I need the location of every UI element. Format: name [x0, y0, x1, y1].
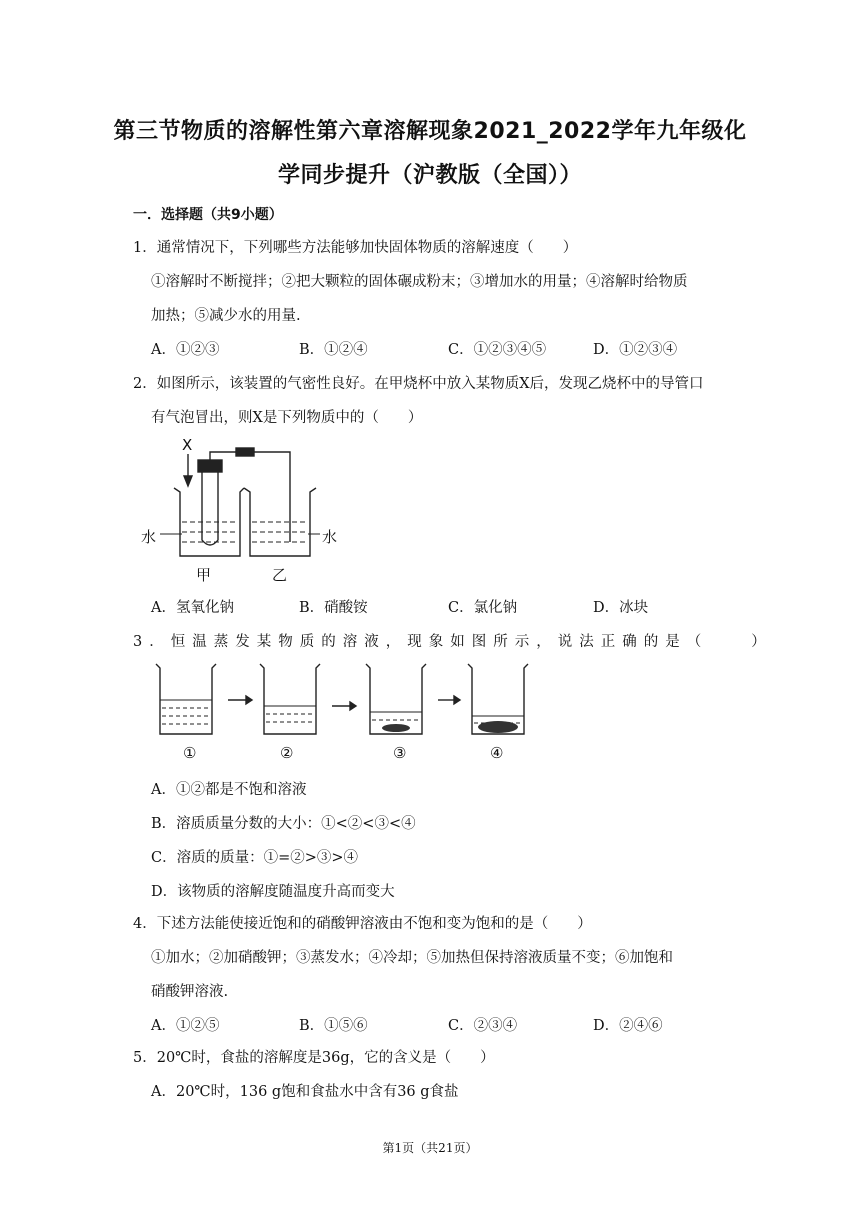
question-4-option-c: C．②③④	[448, 1018, 518, 1034]
question-4-stem-line2: ①加水；②加硝酸钾；③蒸发水；④冷却；⑤加热但保持溶液质量不变；⑥加饱和	[151, 950, 673, 966]
figure-3-label-1: ①	[183, 744, 197, 762]
question-2-option-a: A．氢氧化钠	[151, 600, 234, 616]
question-1-option-a: A．①②③	[151, 342, 220, 358]
question-2-stem-line2: 有气泡冒出，则X是下列物质中的（ ）	[151, 410, 423, 426]
question-3-evaporation-figure	[150, 660, 540, 740]
question-3-option-b: B．溶质质量分数的大小：①<②<③<④	[151, 816, 416, 832]
figure-label-water-left: 水	[141, 528, 157, 546]
figure-3-label-3: ③	[393, 744, 407, 762]
question-2-stem: 2．如图所示，该装置的气密性良好。在甲烧杯中放入某物质X后，发现乙烧杯中的导管口	[133, 376, 704, 392]
page-title-line2: 学同步提升（沪教版（全国））	[277, 163, 582, 188]
question-3-option-c: C．溶质的质量：①=②>③>④	[151, 850, 359, 866]
figure-3-label-4: ④	[490, 744, 504, 762]
question-2-option-d: D．冰块	[593, 600, 649, 616]
question-4-option-d: D．②④⑥	[593, 1018, 663, 1034]
question-4-option-b: B．①⑤⑥	[299, 1018, 368, 1034]
question-2-option-c: C．氯化钠	[448, 600, 518, 616]
figure-label-x: X	[182, 436, 193, 454]
question-1-stem: 1．通常情况下，下列哪些方法能够加快固体物质的溶解速度（ ）	[133, 240, 578, 256]
question-2-apparatus-figure	[140, 430, 360, 590]
figure-label-water-right: 水	[322, 528, 338, 546]
question-5-option-a: A．20℃时，136 g饱和食盐水中含有36 g食盐	[151, 1084, 459, 1100]
question-4-option-a: A．①②⑤	[151, 1018, 220, 1034]
question-3-option-d: D．该物质的溶解度随温度升高而变大	[151, 884, 395, 900]
question-1-stem-line2: ①溶解时不断搅拌；②把大颗粒的固体碾成粉末；③增加水的用量；④溶解时给物质	[151, 274, 688, 290]
question-3-option-a: A．①②都是不饱和溶液	[151, 782, 307, 798]
page-title-line1: 第三节物质的溶解性第六章溶解现象2021_2022学年九年级化	[113, 119, 747, 144]
question-1-option-b: B．①②④	[299, 342, 368, 358]
section-heading: 一．选择题（共9小题）	[133, 207, 283, 223]
question-3-stem: 3．恒温蒸发某物质的溶液，现象如图所示，说法正确的是（ ）	[133, 634, 773, 650]
figure-3-label-2: ②	[280, 744, 294, 762]
question-2-option-b: B．硝酸铵	[299, 600, 368, 616]
figure-label-beaker-a: 甲	[196, 566, 212, 584]
figure-label-beaker-b: 乙	[272, 566, 288, 584]
question-1-stem-line3: 加热；⑤减少水的用量.	[151, 308, 301, 324]
question-1-option-d: D．①②③④	[593, 342, 678, 358]
question-4-stem: 4．下述方法能使接近饱和的硝酸钾溶液由不饱和变为饱和的是（ ）	[133, 916, 592, 932]
page-footer: 第1页（共21页）	[382, 1141, 478, 1155]
question-4-stem-line3: 硝酸钾溶液.	[151, 984, 229, 1000]
question-5-stem: 5．20℃时，食盐的溶解度是36g，它的含义是（ ）	[133, 1050, 495, 1066]
question-1-option-c: C．①②③④⑤	[448, 342, 547, 358]
